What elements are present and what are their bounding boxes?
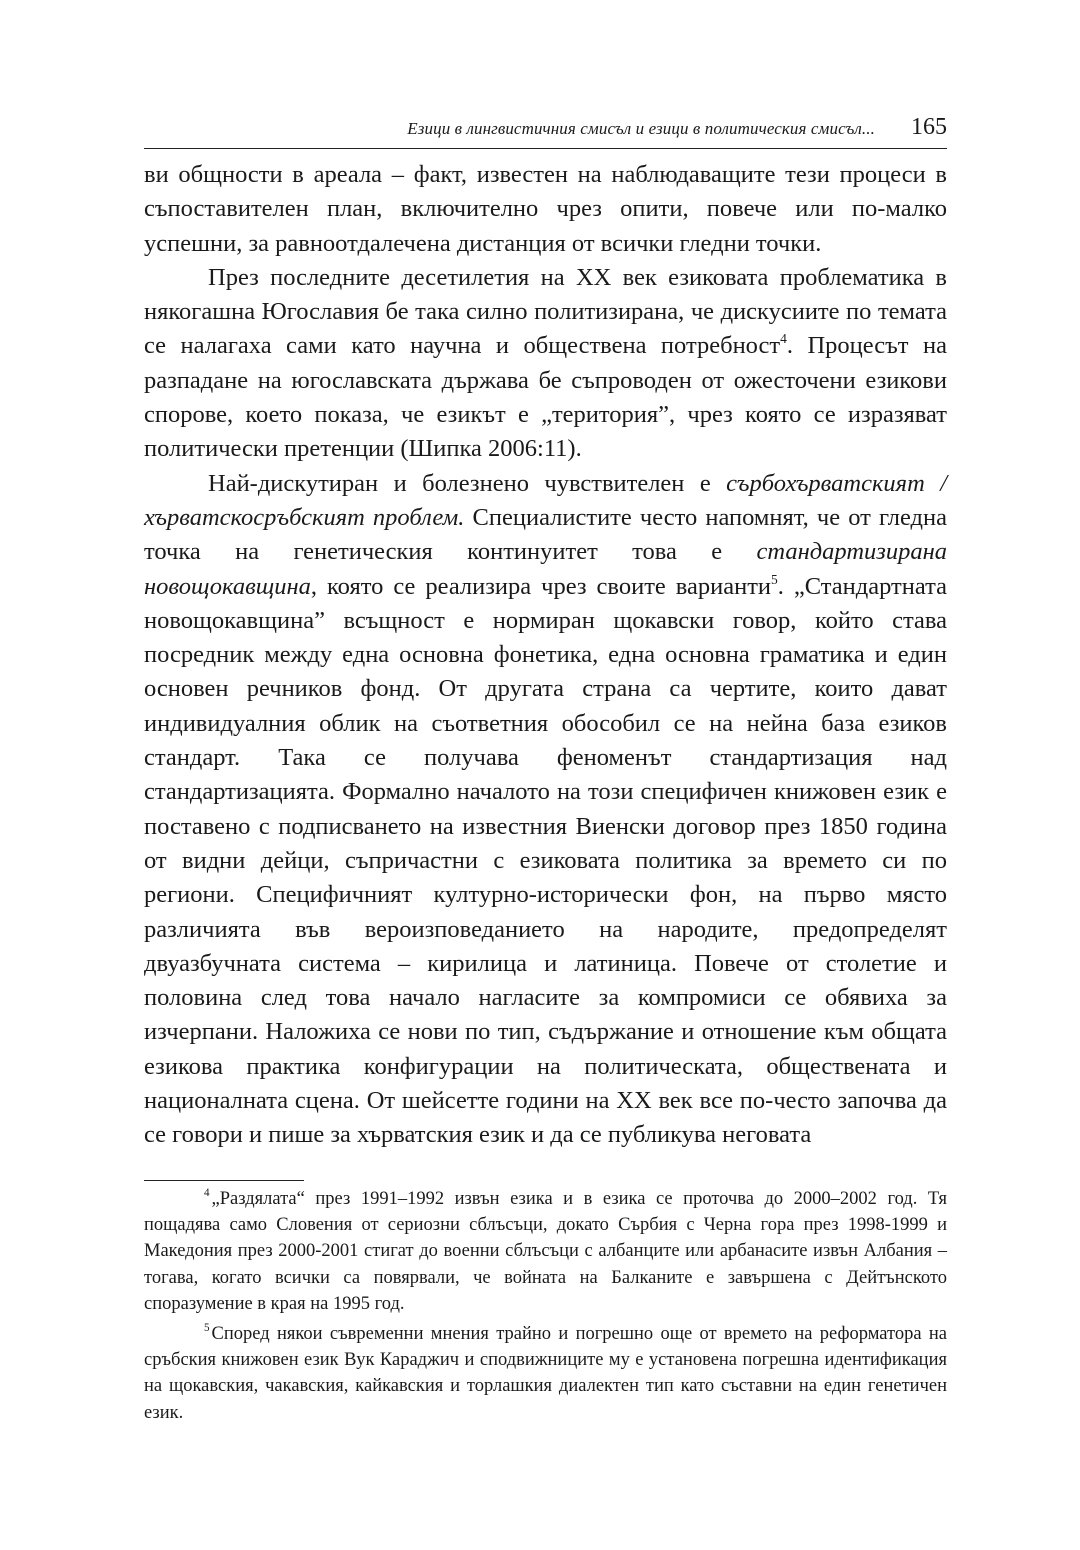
paragraph-3-c: , която се реализира чрез своите варианти bbox=[310, 572, 772, 600]
footnote-5 bbox=[144, 1321, 947, 1426]
paragraph-2 bbox=[144, 261, 947, 467]
footnote-4-text: „Раздялата“ през 1991–1992 извън езика и в езика се проточва до 2000–2002 год. Тя пощадява само Словения от сериозни сблъсъци, докато Сърбия с Черна гора през 1998-1999 и Македония през 2000-2001 стигат до военни сблъсъци с албанците или арбанасите извън Албания – тогава, когато всички са повярвали, че войната на Балканите е завършена с Дейтънското споразумение в края на 1995 год. bbox=[144, 1189, 947, 1314]
paragraph-3-b: Специалистите често напомнят, че от гледна точка на генетическия континуитет това е bbox=[144, 503, 947, 566]
paragraph-3-d: . „Стандартната новощокавщина” всъщност е нормиран щокавски говор, който става посредник между една основна фонетика, една основна граматика и един основен речников фонд. От другата страна са чертите, които дават индивидуалния облик на съответния обособил се на нейна база езиков стандарт. Така се получава феноменът стандартизация над стандартизацията. Формално началото на този специфичен книжовен език е поставено с подписването на известния Виенски договор през 1850 година от видни дейци, съпричастни с езиковата политика за времето си по региони. Специфичният културно-исторически фон, на първо място различията във вероизповеданието на народите, предопределят двуазбучната система – кирилица и латиница. Повече от столетие и половина след това начало нагласите за компромиси се обявиха за изчерпани. Наложиха се нови по тип, съдържание и отношение към общата езикова практика конфигурации на политическата, обществената и националната сцена. От шейсетте години на XX век все по-често започва да се говори и пише за хърватския език и да се публикува неговата bbox=[144, 572, 947, 1149]
paragraph-3-italic-term-1: сърбохърватският / хърватскосръбският проблем. bbox=[144, 469, 947, 531]
running-title: Езици в лингвистичния смисъл и езици в политическия смисъл... bbox=[407, 119, 875, 138]
footnote-ref-4: 4 bbox=[780, 331, 787, 347]
footnote-separator bbox=[144, 1180, 304, 1181]
running-header bbox=[144, 116, 947, 149]
footnote-4 bbox=[144, 1186, 947, 1317]
main-text bbox=[144, 158, 947, 1153]
paragraph-2-tail: . Процесът на разпадане на югославската държава бе съпроводен от ожесточени езикови спорове, което показа, че езикът е „територия”, чрез която се изразяват политически претенции (Шипка 2006:11). bbox=[144, 332, 947, 463]
footnote-ref-5: 5 bbox=[771, 571, 778, 587]
footnotes bbox=[144, 1186, 947, 1430]
footnote-5-text: Според някои съвременни мнения трайно и погрешно още от времето на реформатора на сръбския книжовен език Вук Караджич и сподвижниците му е установена погрешна идентификация на щокавския, чакавския, кайкавския и торлашкия диалектен тип като съставни на един генетичен език. bbox=[144, 1324, 947, 1423]
footnote-4-mark: 4 bbox=[204, 1187, 210, 1200]
paragraph-3-a: Най-дискутиран и болезнено чувствителен е bbox=[208, 469, 727, 497]
paragraph-3-italic-term-2: стандартизирана новощокавщина bbox=[144, 538, 947, 600]
paragraph-2-text: През последните десетилетия на XX век езиковата проблематика в някогашна Югославия бе така силно политизирана, че дискусиите по темата се налагаха сами като научна и обществена потребност bbox=[144, 263, 947, 360]
footnote-5-mark: 5 bbox=[204, 1322, 210, 1335]
page-number: 165 bbox=[911, 114, 947, 140]
paragraph-1: ви общности в ареала – факт, известен на наблюдаващите тези процеси в съпоставителен план, включително чрез опити, повече или по-малко успешни, за равноотдалечена дистанция от всички гледни точки. bbox=[144, 161, 947, 257]
paragraph-3 bbox=[144, 467, 947, 1153]
